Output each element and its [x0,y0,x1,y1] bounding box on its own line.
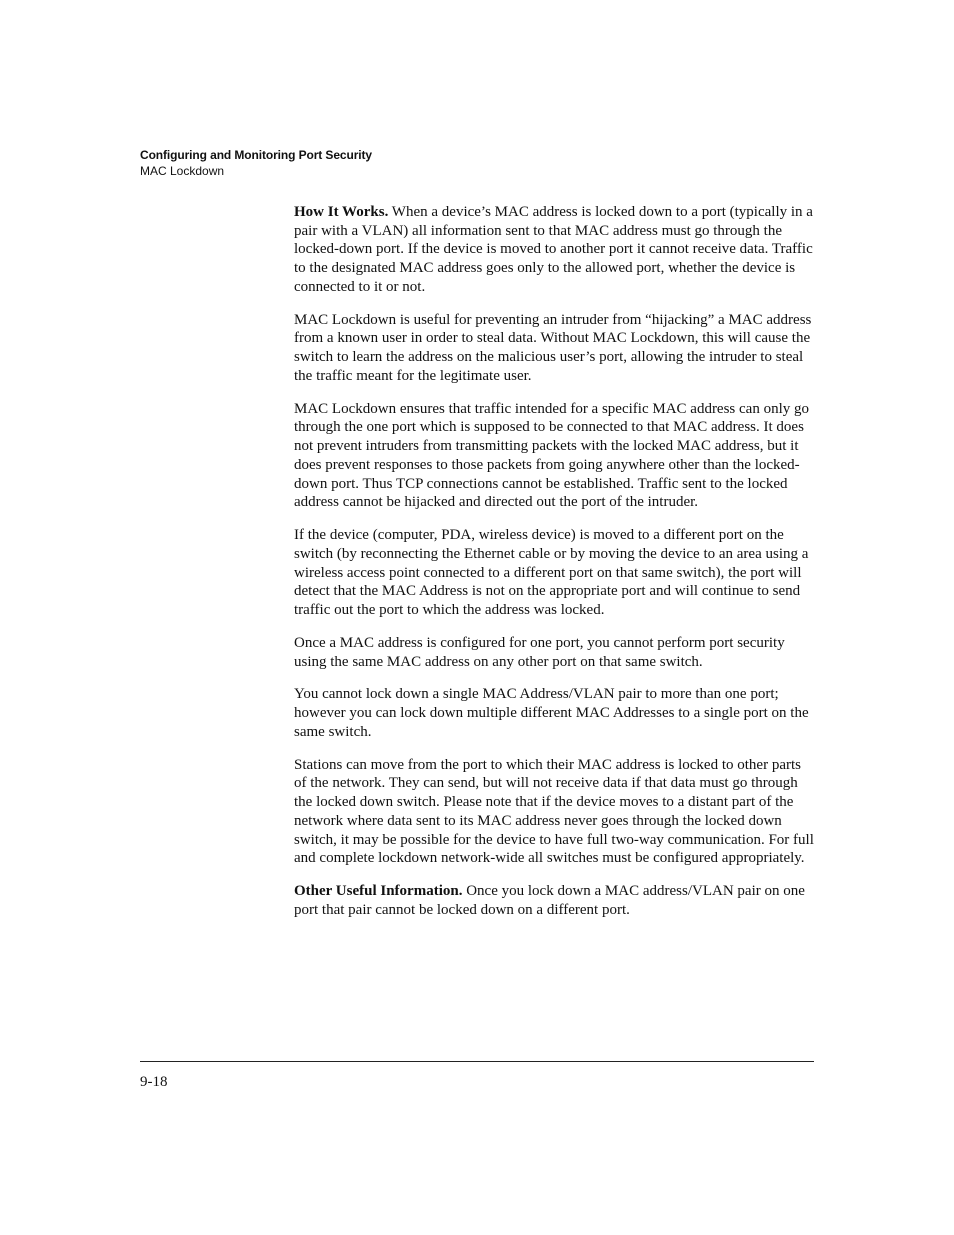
chapter-title: Configuring and Monitoring Port Security [140,148,372,162]
paragraph: You cannot lock down a single MAC Address/VLAN pair to more than one port; however you can lock down multiple different MAC Addresses to a single port on the same switch. [294,686,809,740]
footer-rule [140,1061,814,1062]
paragraph-how-it-works [294,203,814,297]
section-title: MAC Lockdown [140,164,225,178]
page-number: 9-18 [140,1074,168,1090]
paragraph-other-useful-information [294,882,814,919]
paragraph-text: Once you lock down a MAC address/VLAN pair on one port that pair cannot be locked down on a different port. [294,883,805,918]
paragraph-text: When a device’s MAC address is locked down to a port (typically in a pair with a VLAN) all information sent to that MAC address must go through the locked-down port. If the device is moved to another port it cannot receive data. Traffic to the designated MAC address goes only to the allowed port, whether the device is connected to it or not. [294,204,813,295]
paragraph: MAC Lockdown is useful for preventing an intruder from “hijacking” a MAC address from a known user in order to steal data. Without MAC Lockdown, this will cause the switch to learn the address on the malicious user’s port, allowing the intruder to steal the traffic meant for the legitimate user. [294,311,812,384]
run-in-heading-how-it-works: How It Works. [294,204,389,220]
body-text [294,203,814,934]
paragraph: Once a MAC address is configured for one port, you cannot perform port security using the same MAC address on any other port on that same switch. [294,634,785,670]
run-in-heading-other-useful-information: Other Useful Information. [294,883,463,900]
paragraph: If the device (computer, PDA, wireless device) is moved to a different port on the switch (by reconnecting the Ethernet cable or by moving the device to an area using a wireless access point connected to a different port on that same switch), the port will detect that the MAC Address is not on the appropriate port and will continue to send traffic out the port to which the address was locked. [294,527,809,618]
paragraph: MAC Lockdown ensures that traffic intended for a specific MAC address can only go through the one port which is supposed to be connected to that MAC address. It does not prevent intruders from transmitting packets with the locked MAC address, but it does prevent responses to those packets from going anywhere other than the locked-down port. Thus TCP connections cannot be established. Traffic sent to the locked address cannot be hijacked and directed out the port of the intruder. [294,400,810,511]
paragraph: Stations can move from the port to which their MAC address is locked to other parts of the network. They can send, but will not receive data if that data must go through the locked down switch. Please note that if the device moves to a distant part of the network where data sent to its MAC address never goes through the locked down switch, it may be possible for the device to have full two-way communication. For full and complete lockdown network-wide all switches must be configured appropriately. [294,756,814,867]
running-header [140,147,372,179]
